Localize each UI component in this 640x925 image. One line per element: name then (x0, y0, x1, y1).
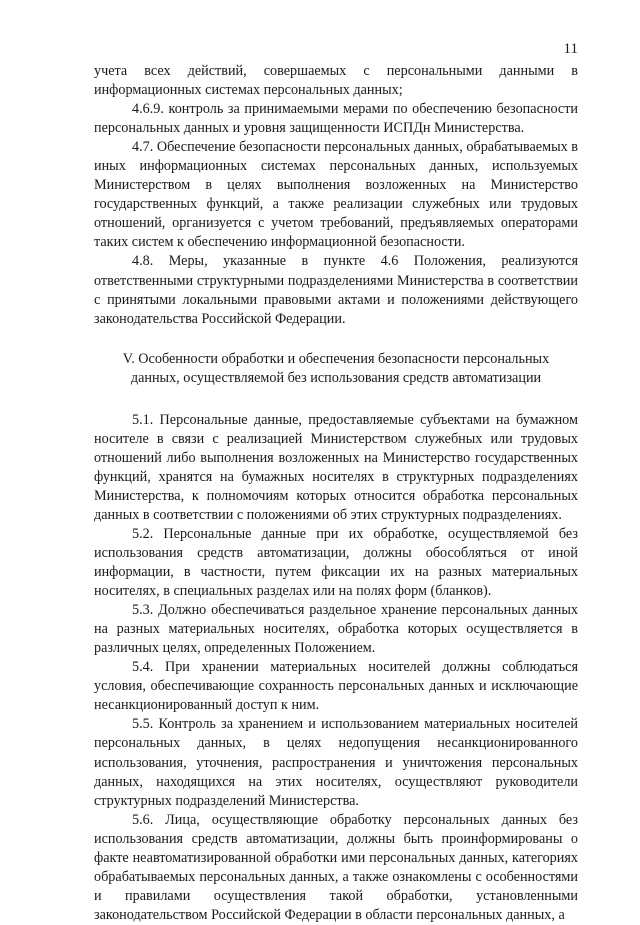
section-heading-line: V. Особенности обработки и обеспечения безопасности персональных (122, 350, 550, 367)
section-heading-line: данных, осуществляемой без использования средств автоматизации (130, 369, 542, 386)
paragraph-continuation: учета всех действий, совершаемых с персональными данными в информационных системах персональных данных; (94, 63, 578, 99)
paragraph-5-6: 5.6. Лица, осуществляющие обработку персональных данных без использования средств автоматизации, должны быть проинформированы о факте неавтоматизированной обработки ими персональных данных, категориях обрабатываемых персональных данных, а также ознакомлены с особенностями и правилами осуществления такой обработки, установленными законодательством Российской Федерации в области персональных данных, а (94, 811, 578, 923)
paragraph-5-4: 5.4. При хранении материальных носителей должны соблюдаться условия, обеспечивающие сохранность персональных данных и исключающие несанкционированный доступ к ним. (94, 659, 578, 714)
paragraph-4-6-9: 4.6.9. контроль за принимаемыми мерами по обеспечению безопасности персональных данных и уровня защищенности ИСПДн Министерства. (94, 101, 578, 137)
page-number: 11 (563, 41, 578, 57)
paragraph-4-8: 4.8. Меры, указанные в пункте 4.6 Положения, реализуются ответственными структурными подразделениями Министерства в соответствии с принятыми локальными правовыми актами и положениями действующего законодательства Российской Федерации. (94, 253, 578, 327)
paragraph-4-7: 4.7. Обеспечение безопасности персональных данных, обрабатываемых в иных информационных системах персональных данных, используемых Министерством в целях выполнения возложенных на Министерство государственных функций, а также реализации служебных или трудовых отношений, организуется с учетом требований, предъявляемых операторами таких систем к обеспечению информационной безопасности. (94, 139, 578, 251)
section-heading-v (94, 350, 578, 388)
paragraph-5-5: 5.5. Контроль за хранением и использованием материальных носителей персональных данных, в целях недопущения несанкционированного использования, уточнения, распространения и уничтожения персональных данных, находящихся на этих носителях, осуществляют руководители структурных подразделений Министерства. (94, 716, 578, 809)
paragraph-5-2: 5.2. Персональные данные при их обработке, осуществляемой без использования средств автоматизации, должны обособляться от иной информации, в частности, путем фиксации их на разных материальных носителях, в специальных разделах или на полях форм (бланков). (94, 525, 578, 600)
paragraph-5-1: 5.1. Персональные данные, предоставляемые субъектами на бумажном носителе в связи с реализацией Министерством служебных или трудовых отношений либо выполнения возложенных на Министерство государственных функций, хранятся на бумажных носителях в структурных подразделениях Министерства, к полномочиям которых относится обработка персональных данных в соответствии с положениями об этих структурных подразделениях. (94, 411, 578, 523)
paragraph-5-3: 5.3. Должно обеспечиваться раздельное хранение персональных данных на разных материальных носителях, обработка которых осуществляется в различных целях, определенных Положением. (94, 602, 578, 657)
document-body (94, 62, 578, 925)
